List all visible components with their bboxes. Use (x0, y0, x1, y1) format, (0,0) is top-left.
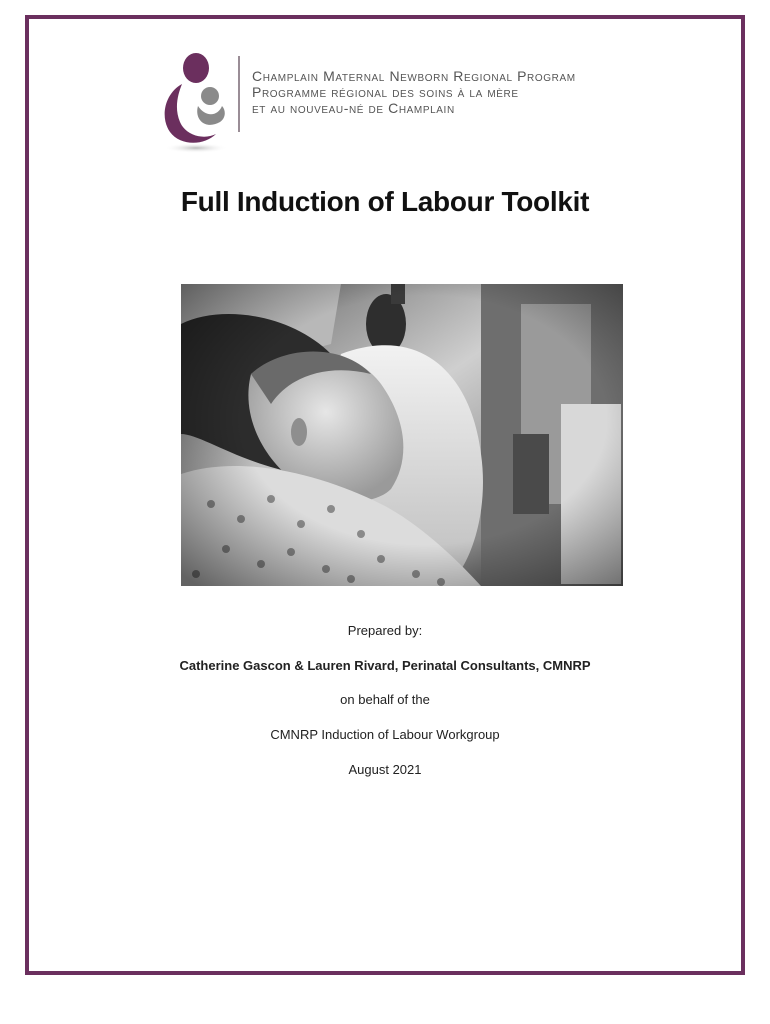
organization-name-french-1: Programme régional des soins à la mère (252, 84, 519, 100)
mother-and-child-logo-icon (160, 46, 230, 154)
document-date: August 2021 (348, 762, 422, 777)
logo-divider (238, 56, 240, 132)
workgroup-name: CMNRP Induction of Labour Workgroup (270, 727, 500, 742)
organization-logo (160, 42, 630, 154)
cover-photo (181, 284, 623, 586)
woman-in-hospital-bed-photo-icon (181, 284, 623, 586)
document-title: Full Induction of Labour Toolkit (180, 186, 590, 217)
on-behalf-label: on behalf of the (340, 692, 430, 707)
organization-name-french-2: et au nouveau-né de Champlain (252, 100, 455, 116)
document-authors: Catherine Gascon & Lauren Rivard, Perinatal Consultants, CMNRP (179, 658, 591, 673)
organization-name (252, 68, 632, 116)
organization-name-english: Champlain Maternal Newborn Regional Program (252, 68, 576, 84)
prepared-by-label: Prepared by: (347, 623, 423, 638)
